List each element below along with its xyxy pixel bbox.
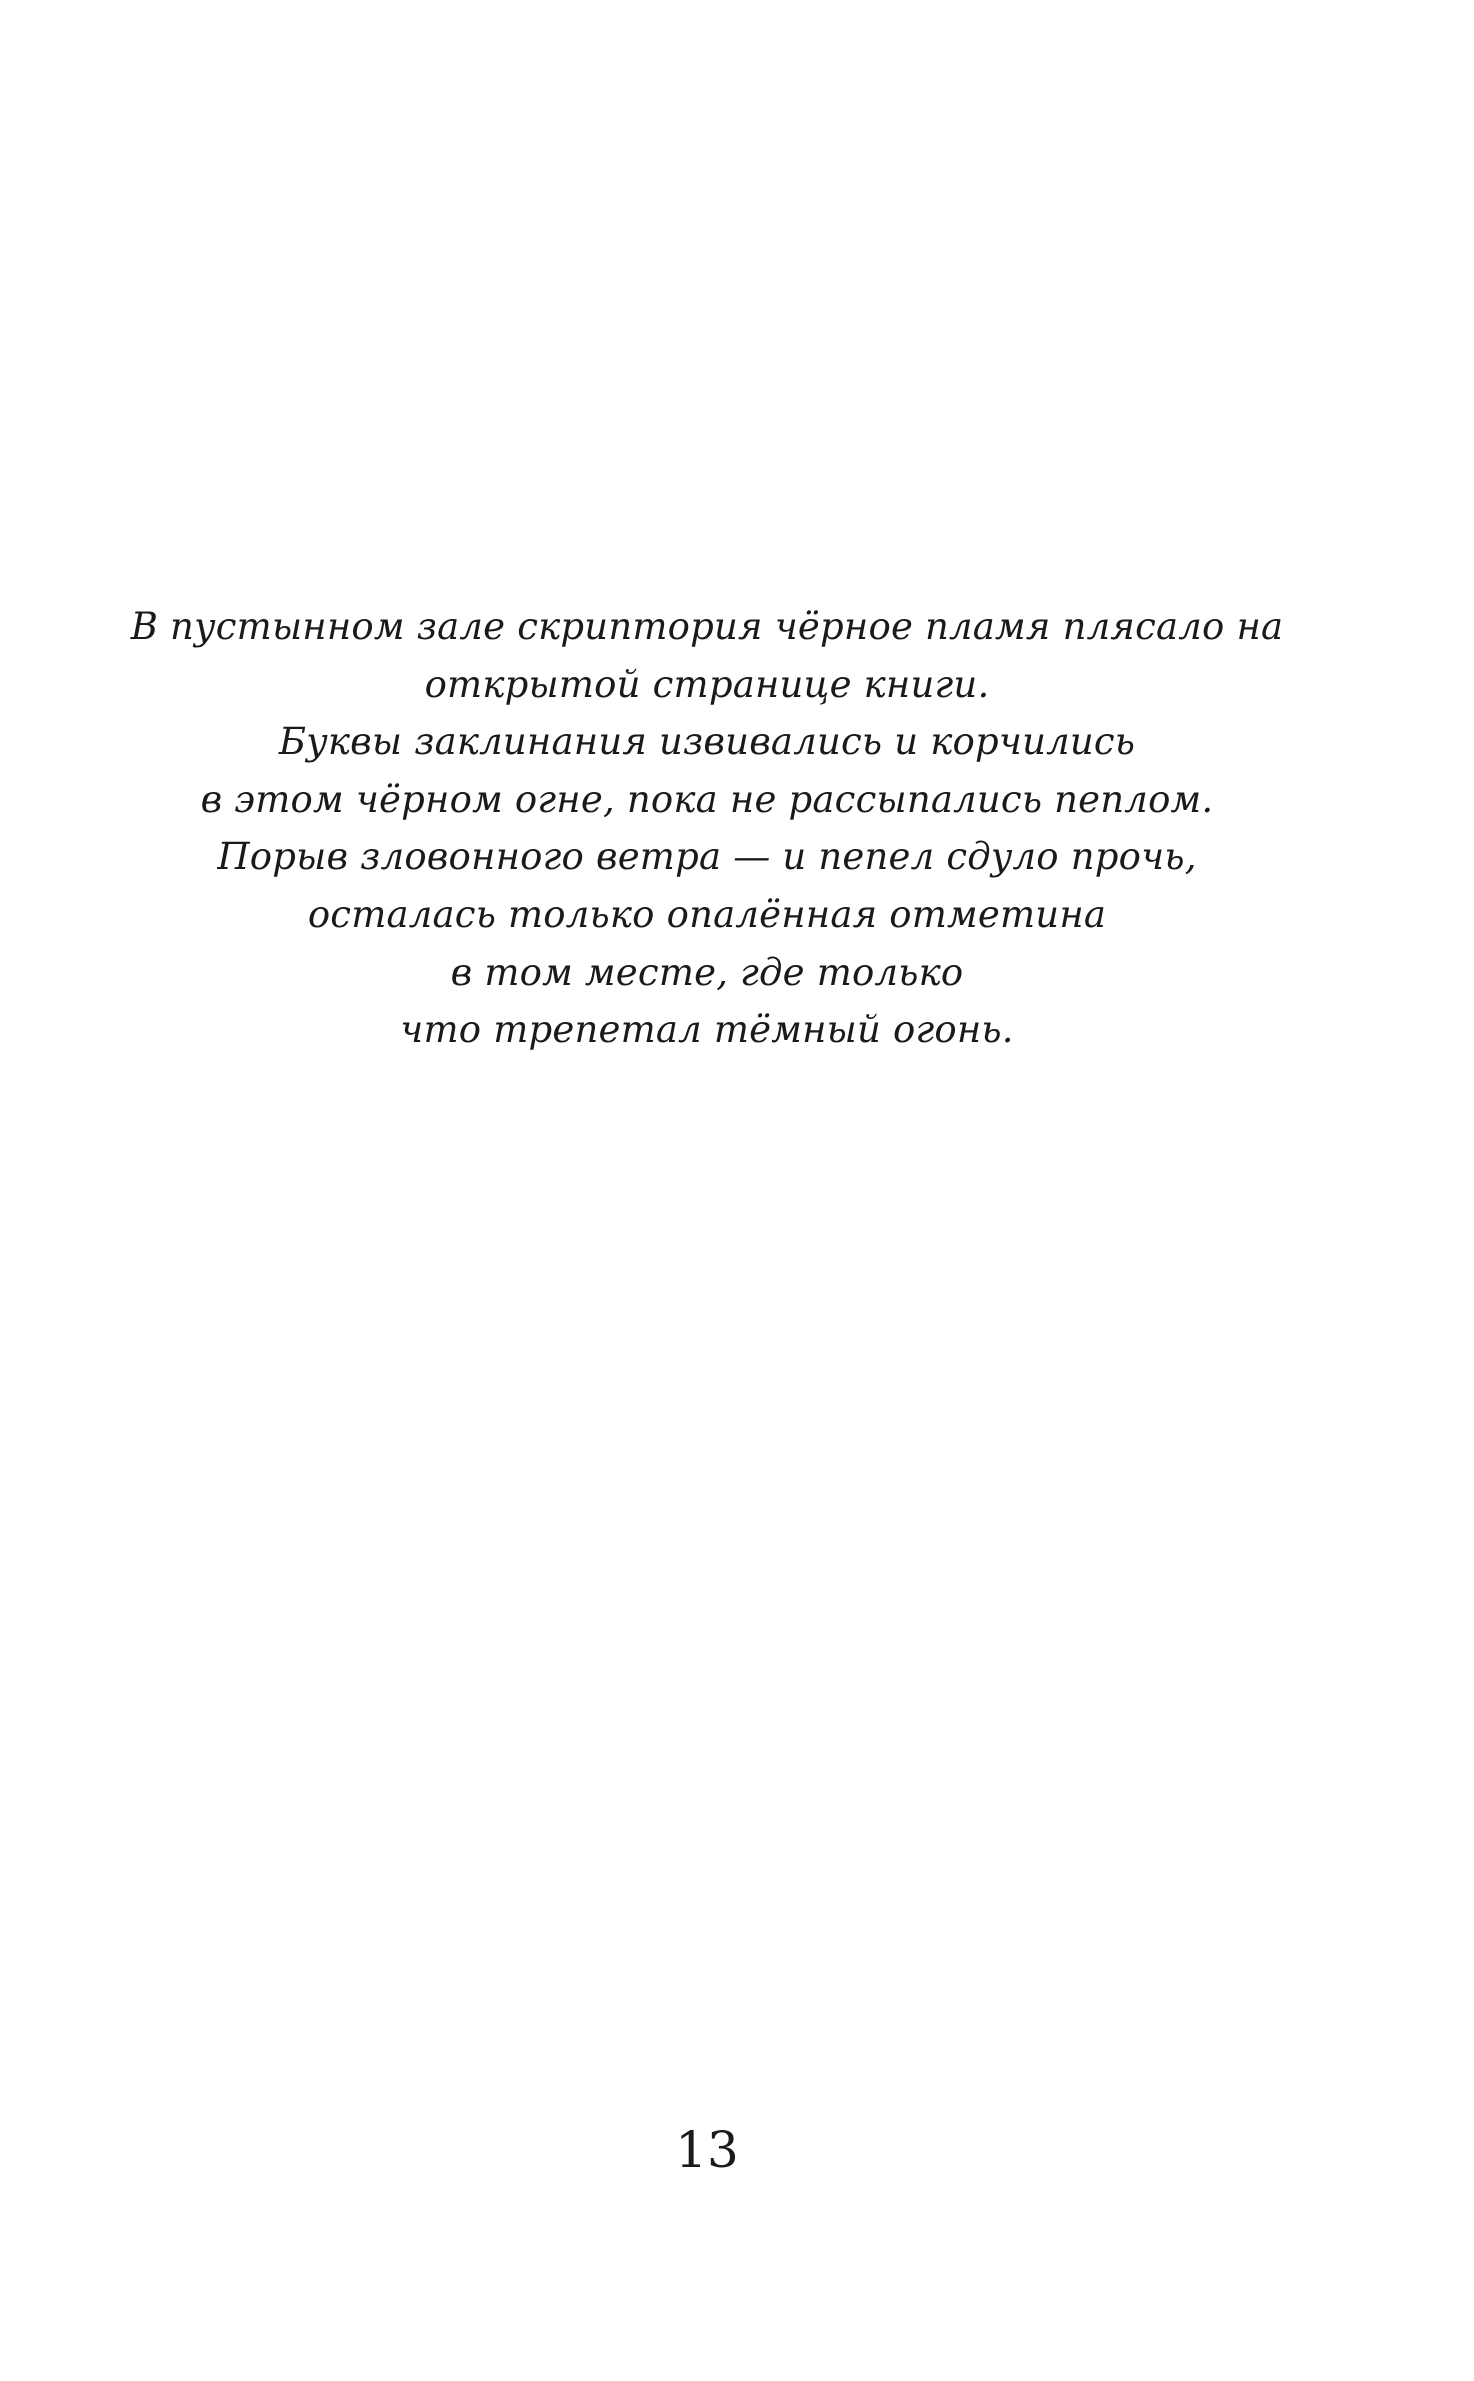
- epigraph-line: Буквы заклинания извивались и корчились: [278, 720, 1136, 764]
- epigraph-line: В пустынном зале скриптория чёрное пламя плясало на: [130, 605, 1284, 648]
- epigraph-line: открытой странице книги.: [424, 662, 990, 706]
- epigraph-line: осталась только опалённая отметина: [307, 892, 1107, 936]
- epigraph-line: в том месте, где только: [450, 950, 964, 994]
- epigraph-line: что трепетал тёмный огонь.: [400, 1008, 1014, 1052]
- epigraph-line: Порыв зловонного ветра — и пепел сдуло прочь,: [217, 835, 1197, 879]
- epigraph-line: в этом чёрном огне, пока не рассыпались пеплом.: [200, 777, 1214, 821]
- page-number: 13: [675, 2121, 739, 2179]
- epigraph-text: [120, 598, 1294, 1059]
